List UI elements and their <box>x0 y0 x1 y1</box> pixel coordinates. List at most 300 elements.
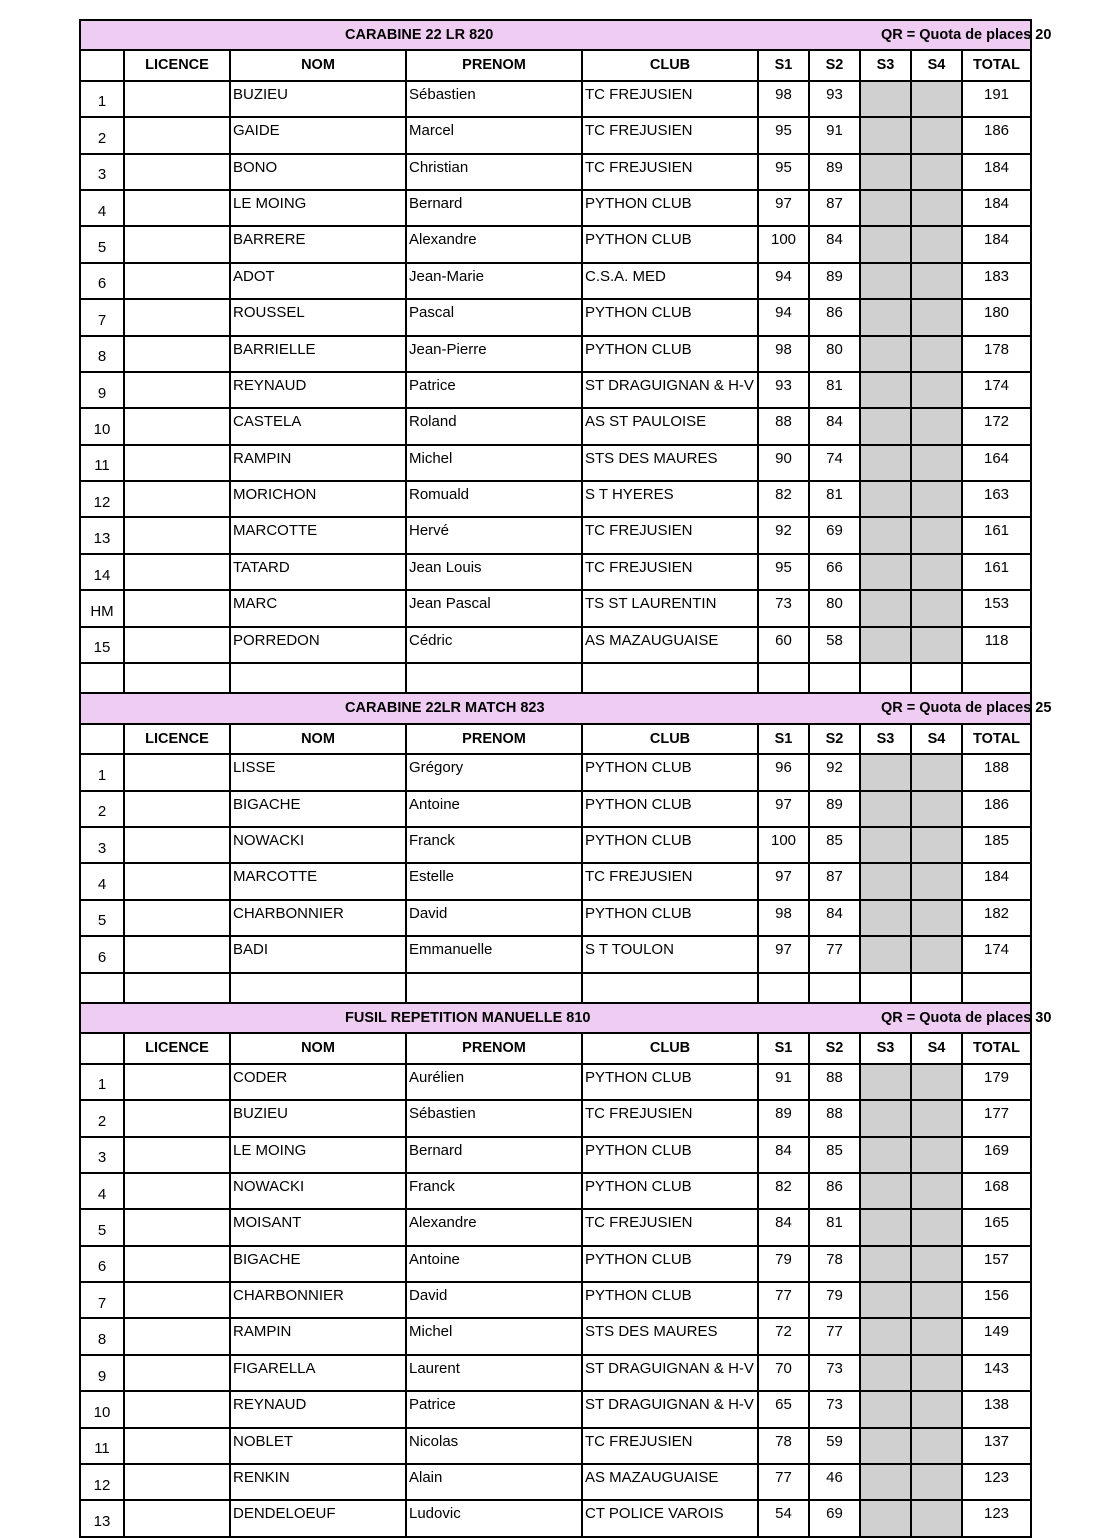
blank-cell <box>911 973 962 1003</box>
nom-cell: RENKIN <box>230 1464 406 1500</box>
total-cell: 174 <box>962 936 1031 972</box>
blank-cell <box>911 663 962 693</box>
column-header-s1: S1 <box>758 50 809 80</box>
column-header-nom: NOM <box>230 724 406 754</box>
results-sheet <box>79 19 1052 1538</box>
licence-cell <box>124 190 230 226</box>
s1-cell: 94 <box>758 299 809 335</box>
prenom-cell: Michel <box>406 445 582 481</box>
rank-cell: 12 <box>80 1464 124 1500</box>
rank-cell: 7 <box>80 299 124 335</box>
club-cell: PYTHON CLUB <box>582 827 758 863</box>
section-title-row <box>80 693 1031 723</box>
section-quota: QR = Quota de places 20 <box>881 26 1052 43</box>
s4-cell <box>911 1282 962 1318</box>
nom-cell: MOISANT <box>230 1209 406 1245</box>
rank-cell: 1 <box>80 1064 124 1100</box>
licence-cell <box>124 1355 230 1391</box>
rank-cell: 3 <box>80 1137 124 1173</box>
s2-cell: 77 <box>809 1318 860 1354</box>
s1-cell: 78 <box>758 1428 809 1464</box>
s2-cell: 78 <box>809 1246 860 1282</box>
s4-cell <box>911 81 962 117</box>
nom-cell: DENDELOEUF <box>230 1500 406 1536</box>
s2-cell: 81 <box>809 1209 860 1245</box>
table-row <box>80 336 1031 372</box>
column-header-licence: LICENCE <box>124 1033 230 1063</box>
s2-cell: 88 <box>809 1100 860 1136</box>
table-row <box>80 554 1031 590</box>
s2-cell: 73 <box>809 1355 860 1391</box>
total-cell: 153 <box>962 590 1031 626</box>
club-cell: TC FREJUSIEN <box>582 1209 758 1245</box>
total-cell: 184 <box>962 226 1031 262</box>
s4-cell <box>911 827 962 863</box>
licence-cell <box>124 754 230 790</box>
club-cell: PYTHON CLUB <box>582 190 758 226</box>
total-cell: 165 <box>962 1209 1031 1245</box>
section-title-cell <box>80 693 1052 723</box>
nom-cell: REYNAUD <box>230 1391 406 1427</box>
nom-cell: CHARBONNIER <box>230 1282 406 1318</box>
s1-cell: 60 <box>758 627 809 663</box>
prenom-cell: David <box>406 1282 582 1318</box>
rank-cell: 5 <box>80 1209 124 1245</box>
nom-cell: GAIDE <box>230 117 406 153</box>
table-row <box>80 263 1031 299</box>
s1-cell: 97 <box>758 791 809 827</box>
s2-cell: 58 <box>809 627 860 663</box>
blank-cell <box>809 973 860 1003</box>
blank-cell <box>124 663 230 693</box>
section-title-cell <box>80 1003 1052 1033</box>
s2-cell: 46 <box>809 1464 860 1500</box>
club-cell: TC FREJUSIEN <box>582 554 758 590</box>
s4-cell <box>911 1209 962 1245</box>
s1-cell: 94 <box>758 263 809 299</box>
s2-cell: 89 <box>809 263 860 299</box>
licence-cell <box>124 299 230 335</box>
s1-cell: 97 <box>758 863 809 899</box>
club-cell: PYTHON CLUB <box>582 791 758 827</box>
s3-cell <box>860 791 911 827</box>
table-row <box>80 900 1031 936</box>
club-cell: PYTHON CLUB <box>582 1137 758 1173</box>
s3-cell <box>860 1173 911 1209</box>
column-header-total: TOTAL <box>962 50 1031 80</box>
column-header-s4: S4 <box>911 724 962 754</box>
blank-cell <box>230 973 406 1003</box>
rank-cell: 1 <box>80 754 124 790</box>
total-cell: 179 <box>962 1064 1031 1100</box>
s2-cell: 59 <box>809 1428 860 1464</box>
header-rank <box>80 50 124 80</box>
s1-cell: 88 <box>758 408 809 444</box>
table-row <box>80 372 1031 408</box>
total-cell: 184 <box>962 154 1031 190</box>
prenom-cell: Bernard <box>406 190 582 226</box>
table-row <box>80 1428 1031 1464</box>
prenom-cell: Emmanuelle <box>406 936 582 972</box>
s3-cell <box>860 1464 911 1500</box>
table-row <box>80 117 1031 153</box>
s3-cell <box>860 554 911 590</box>
s1-cell: 82 <box>758 1173 809 1209</box>
s3-cell <box>860 1064 911 1100</box>
s4-cell <box>911 863 962 899</box>
total-cell: 184 <box>962 863 1031 899</box>
table-row <box>80 1246 1031 1282</box>
licence-cell <box>124 481 230 517</box>
nom-cell: LE MOING <box>230 1137 406 1173</box>
s3-cell <box>860 299 911 335</box>
table-row <box>80 754 1031 790</box>
prenom-cell: Antoine <box>406 791 582 827</box>
licence-cell <box>124 936 230 972</box>
section-title: FUSIL REPETITION MANUELLE 810 <box>345 1009 591 1026</box>
nom-cell: LISSE <box>230 754 406 790</box>
table-row <box>80 154 1031 190</box>
rank-cell: 6 <box>80 936 124 972</box>
s2-cell: 77 <box>809 936 860 972</box>
s4-cell <box>911 1100 962 1136</box>
s3-cell <box>860 481 911 517</box>
s1-cell: 98 <box>758 900 809 936</box>
total-cell: 118 <box>962 627 1031 663</box>
club-cell: PYTHON CLUB <box>582 900 758 936</box>
prenom-cell: Bernard <box>406 1137 582 1173</box>
rank-cell: 6 <box>80 263 124 299</box>
nom-cell: BIGACHE <box>230 791 406 827</box>
nom-cell: CHARBONNIER <box>230 900 406 936</box>
table-row <box>80 226 1031 262</box>
table-row <box>80 299 1031 335</box>
table-row <box>80 408 1031 444</box>
prenom-cell: Alexandre <box>406 1209 582 1245</box>
s3-cell <box>860 1137 911 1173</box>
nom-cell: CODER <box>230 1064 406 1100</box>
s4-cell <box>911 1137 962 1173</box>
licence-cell <box>124 408 230 444</box>
blank-cell <box>758 663 809 693</box>
total-cell: 191 <box>962 81 1031 117</box>
column-header-s1: S1 <box>758 1033 809 1063</box>
nom-cell: BONO <box>230 154 406 190</box>
rank-cell: 5 <box>80 226 124 262</box>
column-header-total: TOTAL <box>962 1033 1031 1063</box>
section-title: CARABINE 22LR MATCH 823 <box>345 700 545 717</box>
table-row <box>80 481 1031 517</box>
s1-cell: 89 <box>758 1100 809 1136</box>
column-header-row <box>80 50 1031 80</box>
s3-cell <box>860 117 911 153</box>
column-header-row <box>80 1033 1031 1063</box>
s4-cell <box>911 900 962 936</box>
nom-cell: NOWACKI <box>230 1173 406 1209</box>
section-quota: QR = Quota de places 30 <box>881 1009 1052 1026</box>
licence-cell <box>124 1428 230 1464</box>
s3-cell <box>860 154 911 190</box>
nom-cell: RAMPIN <box>230 445 406 481</box>
table-row <box>80 1100 1031 1136</box>
table-row <box>80 1137 1031 1173</box>
s1-cell: 100 <box>758 226 809 262</box>
prenom-cell: Antoine <box>406 1246 582 1282</box>
column-header-s4: S4 <box>911 50 962 80</box>
prenom-cell: Franck <box>406 1173 582 1209</box>
prenom-cell: Jean Pascal <box>406 590 582 626</box>
s4-cell <box>911 754 962 790</box>
prenom-cell: Laurent <box>406 1355 582 1391</box>
club-cell: CT POLICE VAROIS <box>582 1500 758 1536</box>
s3-cell <box>860 1282 911 1318</box>
total-cell: 123 <box>962 1464 1031 1500</box>
s2-cell: 91 <box>809 117 860 153</box>
section-title-row <box>80 1003 1031 1033</box>
s2-cell: 80 <box>809 590 860 626</box>
s2-cell: 80 <box>809 336 860 372</box>
total-cell: 186 <box>962 791 1031 827</box>
s4-cell <box>911 590 962 626</box>
rank-cell: 14 <box>80 554 124 590</box>
club-cell: PYTHON CLUB <box>582 1173 758 1209</box>
prenom-cell: Ludovic <box>406 1500 582 1536</box>
s2-cell: 73 <box>809 1391 860 1427</box>
licence-cell <box>124 263 230 299</box>
total-cell: 156 <box>962 1282 1031 1318</box>
licence-cell <box>124 1282 230 1318</box>
table-row <box>80 936 1031 972</box>
s3-cell <box>860 1428 911 1464</box>
column-header-club: CLUB <box>582 1033 758 1063</box>
column-header-s2: S2 <box>809 724 860 754</box>
prenom-cell: Marcel <box>406 117 582 153</box>
blank-cell <box>80 973 124 1003</box>
total-cell: 164 <box>962 445 1031 481</box>
rank-cell: 13 <box>80 1500 124 1536</box>
prenom-cell: Patrice <box>406 1391 582 1427</box>
rank-cell: HM <box>80 590 124 626</box>
prenom-cell: Grégory <box>406 754 582 790</box>
s4-cell <box>911 299 962 335</box>
prenom-cell: Hervé <box>406 517 582 553</box>
s2-cell: 81 <box>809 372 860 408</box>
nom-cell: PORREDON <box>230 627 406 663</box>
table-row <box>80 1064 1031 1100</box>
s3-cell <box>860 1391 911 1427</box>
total-cell: 161 <box>962 517 1031 553</box>
s4-cell <box>911 936 962 972</box>
licence-cell <box>124 517 230 553</box>
s3-cell <box>860 827 911 863</box>
prenom-cell: Sébastien <box>406 81 582 117</box>
club-cell: TC FREJUSIEN <box>582 117 758 153</box>
table-row <box>80 1282 1031 1318</box>
nom-cell: MORICHON <box>230 481 406 517</box>
s3-cell <box>860 81 911 117</box>
s4-cell <box>911 791 962 827</box>
s4-cell <box>911 226 962 262</box>
blank-cell <box>80 663 124 693</box>
licence-cell <box>124 1064 230 1100</box>
column-header-s3: S3 <box>860 1033 911 1063</box>
s2-cell: 85 <box>809 1137 860 1173</box>
total-cell: 149 <box>962 1318 1031 1354</box>
licence-cell <box>124 863 230 899</box>
s1-cell: 72 <box>758 1318 809 1354</box>
table-row <box>80 1391 1031 1427</box>
total-cell: 143 <box>962 1355 1031 1391</box>
section-title: CARABINE 22 LR 820 <box>345 26 494 43</box>
s1-cell: 98 <box>758 336 809 372</box>
s1-cell: 97 <box>758 936 809 972</box>
column-header-nom: NOM <box>230 50 406 80</box>
s1-cell: 84 <box>758 1209 809 1245</box>
club-cell: ST DRAGUIGNAN & H-V <box>582 1391 758 1427</box>
s4-cell <box>911 627 962 663</box>
licence-cell <box>124 1464 230 1500</box>
club-cell: PYTHON CLUB <box>582 226 758 262</box>
prenom-cell: Cédric <box>406 627 582 663</box>
s1-cell: 92 <box>758 517 809 553</box>
licence-cell <box>124 1209 230 1245</box>
s2-cell: 79 <box>809 1282 860 1318</box>
blank-cell <box>406 973 582 1003</box>
prenom-cell: Romuald <box>406 481 582 517</box>
rank-cell: 4 <box>80 190 124 226</box>
club-cell: PYTHON CLUB <box>582 1064 758 1100</box>
nom-cell: FIGARELLA <box>230 1355 406 1391</box>
table-row <box>80 190 1031 226</box>
table-row <box>80 1355 1031 1391</box>
table-row <box>80 1318 1031 1354</box>
nom-cell: NOBLET <box>230 1428 406 1464</box>
prenom-cell: Christian <box>406 154 582 190</box>
total-cell: 169 <box>962 1137 1031 1173</box>
prenom-cell: Jean Louis <box>406 554 582 590</box>
nom-cell: ROUSSEL <box>230 299 406 335</box>
blank-row <box>80 663 1031 693</box>
s1-cell: 97 <box>758 190 809 226</box>
blank-cell <box>860 663 911 693</box>
column-header-row <box>80 724 1031 754</box>
table-row <box>80 1209 1031 1245</box>
total-cell: 157 <box>962 1246 1031 1282</box>
rank-cell: 10 <box>80 408 124 444</box>
blank-cell <box>582 663 758 693</box>
club-cell: TC FREJUSIEN <box>582 517 758 553</box>
prenom-cell: Patrice <box>406 372 582 408</box>
nom-cell: REYNAUD <box>230 372 406 408</box>
club-cell: TC FREJUSIEN <box>582 1428 758 1464</box>
column-header-nom: NOM <box>230 1033 406 1063</box>
results-table <box>79 19 1052 1538</box>
nom-cell: MARC <box>230 590 406 626</box>
s4-cell <box>911 1064 962 1100</box>
rank-cell: 9 <box>80 372 124 408</box>
rank-cell: 15 <box>80 627 124 663</box>
licence-cell <box>124 226 230 262</box>
s1-cell: 84 <box>758 1137 809 1173</box>
nom-cell: BUZIEU <box>230 81 406 117</box>
total-cell: 177 <box>962 1100 1031 1136</box>
s4-cell <box>911 1428 962 1464</box>
s1-cell: 100 <box>758 827 809 863</box>
blank-cell <box>406 663 582 693</box>
blank-cell <box>962 973 1031 1003</box>
s1-cell: 90 <box>758 445 809 481</box>
s1-cell: 77 <box>758 1464 809 1500</box>
s2-cell: 74 <box>809 445 860 481</box>
table-body <box>80 20 1052 1537</box>
club-cell: PYTHON CLUB <box>582 336 758 372</box>
s1-cell: 95 <box>758 154 809 190</box>
licence-cell <box>124 554 230 590</box>
prenom-cell: Pascal <box>406 299 582 335</box>
prenom-cell: Michel <box>406 1318 582 1354</box>
s3-cell <box>860 445 911 481</box>
table-row <box>80 791 1031 827</box>
licence-cell <box>124 1318 230 1354</box>
table-row <box>80 1500 1031 1536</box>
prenom-cell: Roland <box>406 408 582 444</box>
club-cell: S T TOULON <box>582 936 758 972</box>
s2-cell: 84 <box>809 900 860 936</box>
column-header-s4: S4 <box>911 1033 962 1063</box>
table-row <box>80 81 1031 117</box>
s3-cell <box>860 1100 911 1136</box>
rank-cell: 8 <box>80 1318 124 1354</box>
club-cell: STS DES MAURES <box>582 1318 758 1354</box>
nom-cell: BADI <box>230 936 406 972</box>
s2-cell: 66 <box>809 554 860 590</box>
s4-cell <box>911 408 962 444</box>
s4-cell <box>911 1464 962 1500</box>
s2-cell: 87 <box>809 190 860 226</box>
s3-cell <box>860 1355 911 1391</box>
s3-cell <box>860 517 911 553</box>
s3-cell <box>860 1318 911 1354</box>
prenom-cell: David <box>406 900 582 936</box>
s1-cell: 79 <box>758 1246 809 1282</box>
total-cell: 182 <box>962 900 1031 936</box>
s1-cell: 96 <box>758 754 809 790</box>
header-rank <box>80 724 124 754</box>
s2-cell: 89 <box>809 791 860 827</box>
rank-cell: 5 <box>80 900 124 936</box>
s3-cell <box>860 863 911 899</box>
column-header-prenom: PRENOM <box>406 1033 582 1063</box>
s4-cell <box>911 517 962 553</box>
s1-cell: 77 <box>758 1282 809 1318</box>
prenom-cell: Alain <box>406 1464 582 1500</box>
total-cell: 123 <box>962 1500 1031 1536</box>
table-row <box>80 445 1031 481</box>
club-cell: AS MAZAUGUAISE <box>582 1464 758 1500</box>
s1-cell: 95 <box>758 117 809 153</box>
s3-cell <box>860 263 911 299</box>
total-cell: 186 <box>962 117 1031 153</box>
nom-cell: BIGACHE <box>230 1246 406 1282</box>
total-cell: 183 <box>962 263 1031 299</box>
blank-cell <box>582 973 758 1003</box>
s4-cell <box>911 481 962 517</box>
s4-cell <box>911 372 962 408</box>
prenom-cell: Jean-Marie <box>406 263 582 299</box>
s4-cell <box>911 1318 962 1354</box>
s3-cell <box>860 336 911 372</box>
total-cell: 138 <box>962 1391 1031 1427</box>
